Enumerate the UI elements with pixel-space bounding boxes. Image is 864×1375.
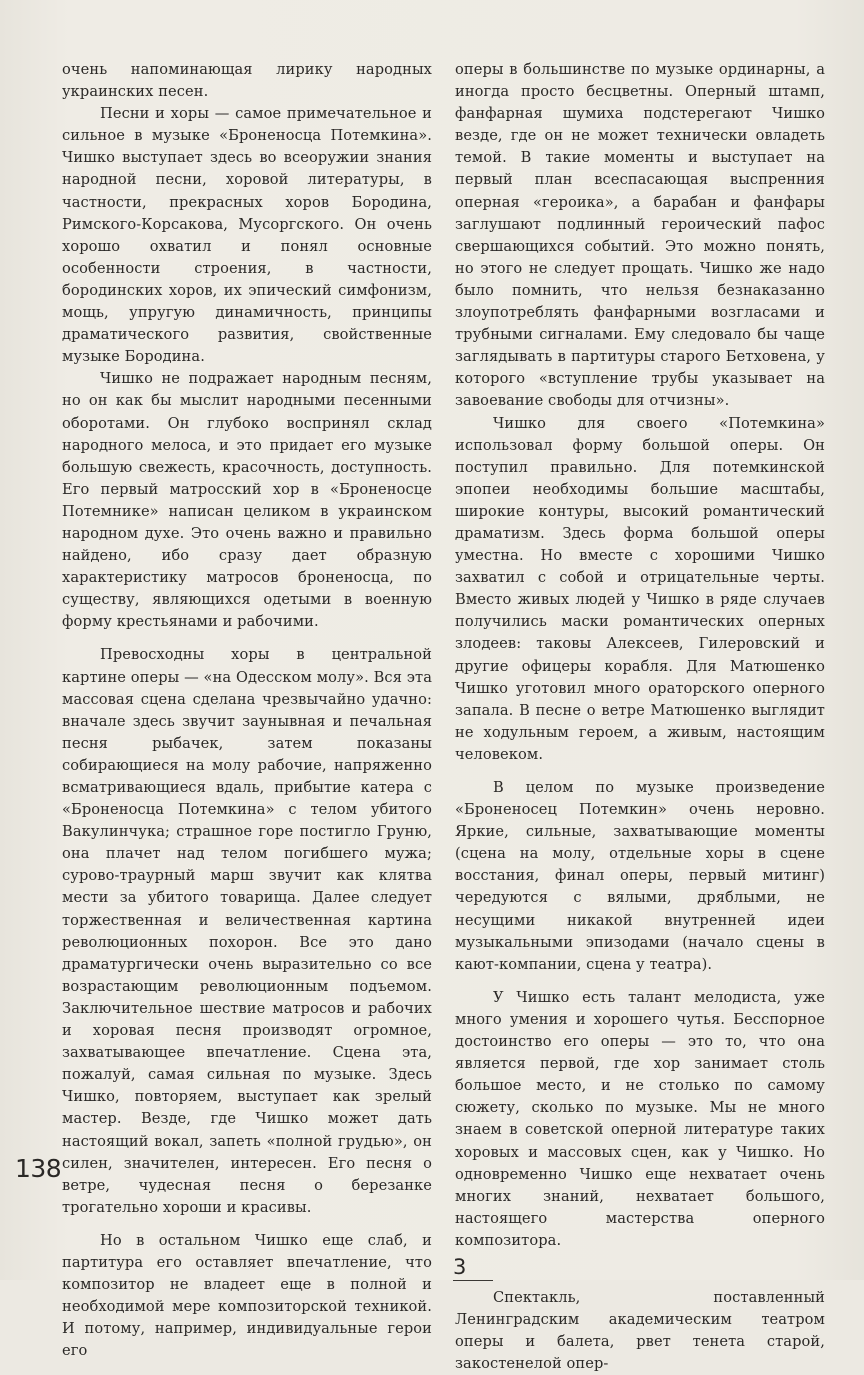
paragraph: Чишко не подражает народным песням, но он как бы мыслит народными песенными оборотами. Он глубоко воспринял склад народного мелоса, и это придает его музыке большую свежесть, красочность, доступность. Его первый матросский хор в «Броненосце Потемнике» написан целиком в украинском народном духе. Это очень важно и правильно найдено, ибо сразу дает образную характеристику матросов броненосца, по существу, являющихся одетыми в военную форму крестьянами и рабочими. [62,370,432,631]
section-divider [453,1280,493,1281]
paragraph: У Чишко есть талант мелодиста, уже много умения и хорошего чутья. Бесспорное достоинство его оперы — это то, что она является первой, где хор занимает столь большое место, и не столько по самому сюжету, сколько по музыке. Мы не много знаем в советской оперной литературе таких хоровых и массовых сцен, как у Чишко. Но одновременно Чишко еще нехватает очень многих знаний, нехватает большого, настоящего мастерства оперного композитора. [455,988,825,1249]
paragraph: оперы в большинстве по музыке ординарны, а иногда просто бесцветны. Оперный штамп, фанфарная шумиха подстерегают Чишко везде, где он не может технически овладеть темой. В такие моменты и выступает на первый план всеспасающая выспренния оперная «героика», а барабан и фанфары заглушают подлинный героический пафос свершающихся событий. Это можно понять, но этого не следует прощать. Чишко же надо было помнить, что нельзя безнаказанно злоупотреблять фанфарными возгласами и трубными сигналами. Ему следовало бы чаще заглядывать в партитуры старого Бетховена, у которого «вступление трубы указывает на завоевание свободы для отчизны». [455,61,825,410]
paragraph: Но в остальном Чишко еще слаб, и партитура его оставляет впечатление, что композитор не владеет еще в полной и необходимой мере композиторской техникой. И потому, например, индивидуальные герои его [62,1231,432,1360]
right-text-column [455,59,825,1375]
paragraph: В целом по музыке произведение «Броненосец Потемкин» очень неровно. Яркие, сильные, захватывающие моменты (сцена на молу, отдельные хоры в сцене восстания, финал оперы, первый митинг) чередуются с вялыми, дряблыми, не несущими никакой внутренней идеи музыкальными эпизодами (начало сцены в кают-компании, сцена у театра). [455,779,825,973]
paragraph: Песни и хоры — самое примечательное и сильное в музыке «Броненосца Потемкина». Чишко выступает здесь во всеоружии знания народной песни, хоровой литературы, в частности, прекрасных хоров Бородина, Римского-Корсакова, Мусоргского. Он очень хорошо охватил и понял основные особенности строения, в частности, бородинских хоров, их эпический симфонизм, мощь, упругую динамичность, принципы драматического развития, свойственные музыке Бородина. [62,105,432,366]
paragraph: Спектакль, поставленный Ленинградским академическим театром оперы и балета, рвет тенета старой, закостенелой опер- [455,1288,825,1373]
page-number: 138 [15,1154,62,1183]
paragraph: Чишко для своего «Потемкина» использовал форму большой оперы. Он поступил правильно. Для потемкинской эпопеи необходимы большие масштабы, широкие контуры, высокий романтический драматизм. Здесь форма большой оперы уместна. Но вместе с хорошими Чишко захватил с собой и отрицательные черты. Вместо живых людей у Чишко в ряде случаев получились маски романтических оперных злодеев: таковы Алексеев, Гилеровский и другие офицеры корабля. Для Матюшенко Чишко уготовил много ораторского оперного запала. В песне о ветре Матюшенко выглядит не ходульным героем, а живым, настоящим человеком. [455,414,825,763]
section-number: 3 [453,1254,467,1279]
paragraph: Превосходны хоры в центральной картине оперы — «на Одесском молу». Вся эта массовая сцена сделана чрезвычайно удачно: вначале здесь звучит заунывная и печальная песня рыбачек, затем показаны собирающиеся на молу рабочие, напряженно всматривающиеся вдаль, прибытие катера с «Броненосца Потемкина» с телом убитого Вакулинчука; страшное горе постигло Груню, она плачет над телом погибшего мужа; сурово-траурный марш звучит как клятва мести за убитого товарища. Далее следует торжественная и величественная картина революционных похорон. Все это дано драматургически очень выразительно со все возрастающим революционным подъемом. Заключительное шествие матросов и рабочих и хоровая песня производят огромное, захватывающее впечатление. Сцена эта, пожалуй, самая сильная по музыке. Здесь Чишко, повторяем, выступает как зрелый мастер. Везде, где Чишко может дать настоящий вокал, запеть «полной грудью», он силен, значителен, интересен. Его песня о ветре, чудесная песня о березанке трогательно хороши и красивы. [62,646,432,1216]
paragraph: очень напоминающая лирику народных украинских песен. [62,61,432,101]
left-text-column [62,59,432,1362]
